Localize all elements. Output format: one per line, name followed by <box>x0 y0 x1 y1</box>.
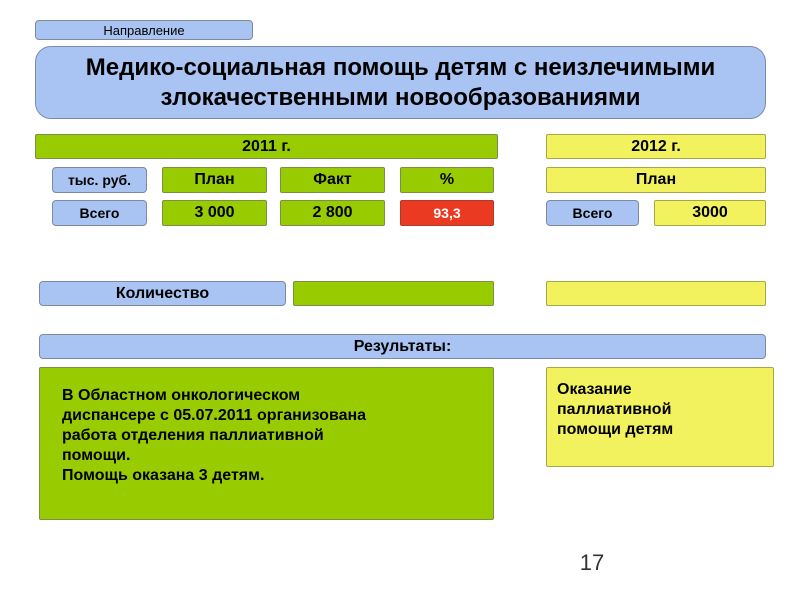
plan-value-2011: 3 000 <box>162 200 267 226</box>
fact-value-2011: 2 800 <box>280 200 385 226</box>
year-2012-header: 2012 г. <box>546 134 766 159</box>
results-2011-line: Помощь оказана 3 детям. <box>62 467 265 484</box>
plan-header-2011: План <box>162 167 267 193</box>
total-label-2012: Всего <box>546 200 639 226</box>
results-header: Результаты: <box>39 334 766 359</box>
percent-header-2011: % <box>400 167 494 193</box>
quantity-value-2011 <box>293 281 494 306</box>
plan-header-2012: План <box>546 167 766 193</box>
year-2011-header: 2011 г. <box>35 134 498 159</box>
percent-value-2011: 93,3 <box>400 200 494 226</box>
unit-label: тыс. руб. <box>52 167 147 193</box>
direction-label: Направление <box>35 20 253 40</box>
quantity-label: Количество <box>39 281 286 306</box>
results-2012-line: Оказание <box>557 381 632 398</box>
fact-header-2011: Факт <box>280 167 385 193</box>
results-2011-text <box>39 367 494 520</box>
page-number: 17 <box>579 550 605 575</box>
total-label-2011: Всего <box>52 200 147 226</box>
plan-value-2012: 3000 <box>654 200 766 226</box>
results-2011-line: работа отделения паллиативной <box>62 427 324 444</box>
page-title: Медико-социальная помощь детям с неизлечимыми злокачественными новообразованиями <box>35 46 766 119</box>
results-2012-line: паллиативной <box>557 401 672 418</box>
results-2011-line: В Областном онкологическом <box>62 387 301 404</box>
results-2012-text <box>546 367 774 467</box>
quantity-value-2012 <box>546 281 766 306</box>
results-2012-line: помощи детям <box>557 421 674 438</box>
results-2011-line: диспансере с 05.07.2011 организована <box>62 407 367 424</box>
results-2011-line: помощи. <box>62 447 131 464</box>
